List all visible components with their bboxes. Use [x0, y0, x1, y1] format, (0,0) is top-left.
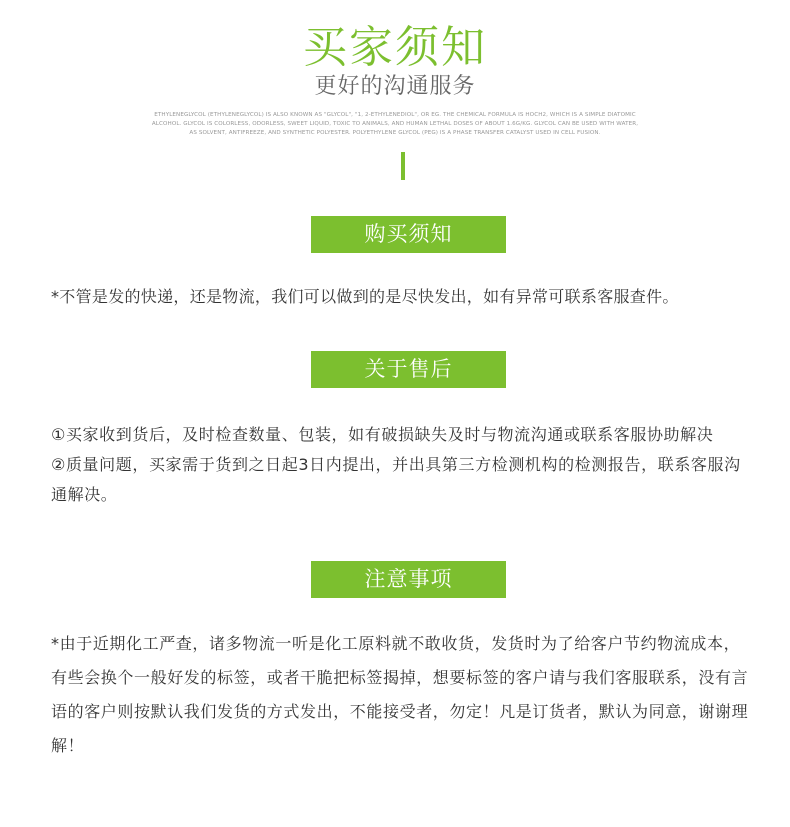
page-subtitle: 更好的沟通服务 [314, 74, 476, 99]
after-sales-paragraph-1: ①买家收到货后，及时检查数量、包装，如有破损缺失及时与物流沟通或联系客服协助解决 [51, 425, 714, 444]
after-sales-paragraph-2: ②质量问题，买家需于货到之日起3日内提出，并出具第三方检测机构的检测报告，联系客服沟通解决。 [51, 455, 741, 504]
notes-paragraph: *由于近期化工严查，诸多物流一听是化工原料就不敢收货，发货时为了给客户节约物流成本，有些会换个一般好发的标签，或者干脆把标签揭掉，想要标签的客户请与我们客服联系，没有言语的客户则按默认我们发货的方式发出，不能接受者，勿定！凡是订货者，默认为同意，谢谢理解！ [51, 634, 749, 755]
accent-divider [401, 152, 405, 180]
purchase-paragraph: *不管是发的快递，还是物流，我们可以做到的是尽快发出，如有异常可联系客服查件。 [51, 287, 679, 306]
purchase-notice-text [51, 283, 751, 311]
after-sales-text [51, 420, 751, 510]
section-header-purchase: 购买须知 [311, 216, 506, 253]
decorative-fine-print: ETHYLENEGLYCOL (ETHYLENEGLYCOL) IS ALSO KNOWN AS "GLYCOL", "1, 2-ETHYLENEDIOL", OR EG. THE CHEMICAL FORMULA IS HOCH2, WHICH IS A SIMPLE DIATOMIC ALCOHOL. GLYCOL IS COLORLESS, ODORLESS, SWEET LIQUID, TOXIC TO ANIMALS, AND HUMAN LETHAL DOSES OF ABOUT 1.6G/KG. GLYCOL CAN BE USED WITH WATER, AS SOLVENT, ANTIFREEZE, AND SYNTHETIC POLYESTER. POLYETHYLENE GLYCOL (PEG) IS A PHASE TRANSFER CATALYST USED IN CELL FUSION. [151, 112, 639, 136]
notes-text [51, 627, 751, 763]
section-header-after-sales: 关于售后 [311, 351, 506, 388]
page-title: 买家须知 [303, 22, 487, 73]
section-header-notes: 注意事项 [311, 561, 506, 598]
